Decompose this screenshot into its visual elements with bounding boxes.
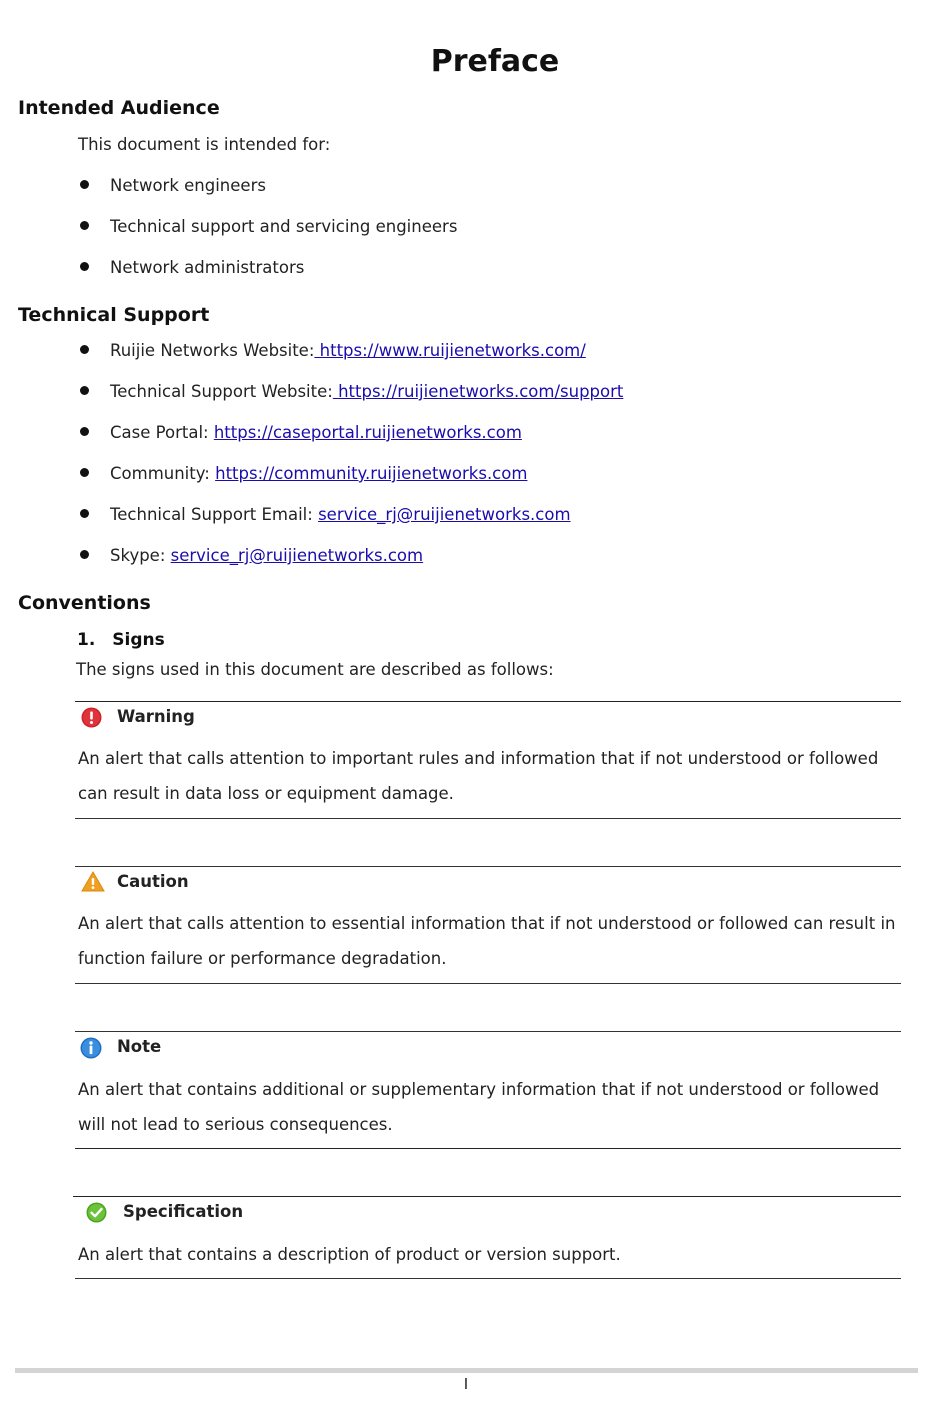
sign-title-caution: Caution bbox=[117, 872, 189, 891]
page-number: I bbox=[463, 1375, 469, 1393]
divider bbox=[75, 818, 901, 819]
list-item bbox=[80, 505, 571, 524]
check-icon bbox=[86, 1202, 107, 1223]
support-label: Case Portal: bbox=[110, 423, 214, 442]
bullet-icon bbox=[80, 386, 89, 395]
bullet-icon bbox=[80, 509, 89, 518]
list-item-text: Network engineers bbox=[110, 176, 266, 195]
support-label: Skype: bbox=[110, 546, 171, 565]
list-item bbox=[80, 464, 527, 483]
divider bbox=[75, 866, 901, 867]
divider bbox=[75, 1148, 901, 1149]
bullet-icon bbox=[80, 468, 89, 477]
bullet-icon bbox=[80, 262, 89, 271]
list-item bbox=[80, 258, 304, 277]
footer-divider bbox=[15, 1368, 918, 1373]
divider bbox=[73, 1196, 901, 1197]
info-icon bbox=[80, 1037, 102, 1059]
case-portal-link[interactable]: https://caseportal.ruijienetworks.com bbox=[213, 423, 522, 442]
signs-intro: The signs used in this document are described as follows: bbox=[76, 660, 554, 679]
sign-body-note: An alert that contains additional or supplementary information that if not understood or followed will not lead to serious consequences. bbox=[78, 1080, 880, 1134]
list-item bbox=[80, 217, 457, 236]
divider bbox=[75, 701, 901, 702]
section-heading-support: Technical Support bbox=[18, 304, 210, 326]
support-label: Technical Support Website: bbox=[110, 382, 333, 401]
sign-body-specification: An alert that contains a description of product or version support. bbox=[78, 1245, 621, 1264]
subsection-heading bbox=[77, 630, 165, 650]
sign-title-specification: Specification bbox=[123, 1202, 244, 1221]
sign-title-warning: Warning bbox=[117, 707, 195, 726]
list-item bbox=[80, 341, 586, 360]
divider bbox=[75, 983, 901, 984]
page-title: Preface bbox=[430, 44, 560, 79]
bullet-icon bbox=[80, 427, 89, 436]
list-item-text: Network administrators bbox=[110, 258, 305, 277]
bullet-icon bbox=[80, 550, 89, 559]
support-label: Community: bbox=[110, 464, 216, 483]
support-label: Technical Support Email: bbox=[110, 505, 319, 524]
bullet-icon bbox=[80, 180, 89, 189]
list-item bbox=[80, 423, 522, 442]
section-heading-audience: Intended Audience bbox=[18, 97, 220, 119]
list-item bbox=[80, 382, 623, 401]
list-item-text: Technical support and servicing engineers bbox=[110, 217, 458, 236]
divider bbox=[75, 1278, 901, 1279]
bullet-icon bbox=[80, 345, 89, 354]
list-item bbox=[80, 176, 266, 195]
divider bbox=[75, 1031, 901, 1032]
subsection-number: 1. bbox=[77, 630, 96, 650]
support-label: Ruijie Networks Website: bbox=[110, 341, 315, 360]
list-item bbox=[80, 546, 423, 565]
warning-icon bbox=[81, 707, 102, 728]
bullet-icon bbox=[80, 221, 89, 230]
subsection-title: Signs bbox=[112, 630, 165, 650]
sign-title-note: Note bbox=[117, 1037, 162, 1056]
caution-icon bbox=[81, 871, 105, 892]
website-link[interactable]: https://www.ruijienetworks.com/ bbox=[314, 341, 586, 360]
section-heading-conventions: Conventions bbox=[18, 592, 151, 614]
sign-body-warning: An alert that calls attention to important rules and information that if not understood or followed can result in data loss or equipment damage. bbox=[78, 749, 879, 803]
skype-link[interactable]: service_rj@ruijienetworks.com bbox=[170, 546, 424, 565]
support-website-link[interactable]: https://ruijienetworks.com/support bbox=[332, 382, 624, 401]
sign-body-caution: An alert that calls attention to essential information that if not understood or followed can result in function failure or performance degradation. bbox=[78, 914, 896, 968]
community-link[interactable]: https://community.ruijienetworks.com bbox=[215, 464, 528, 483]
audience-intro: This document is intended for: bbox=[78, 135, 331, 154]
support-email-link[interactable]: service_rj@ruijienetworks.com bbox=[318, 505, 571, 524]
